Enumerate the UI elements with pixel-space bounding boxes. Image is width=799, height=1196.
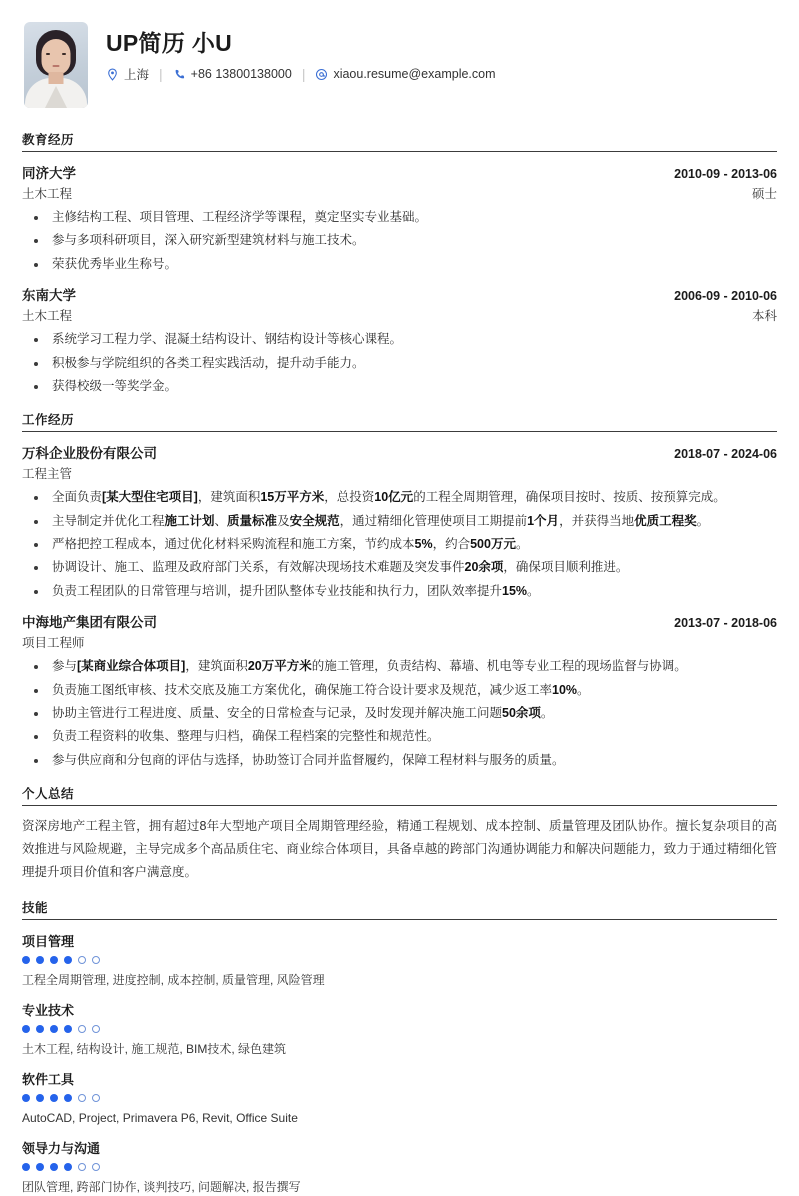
list-item: 负责施工图纸审核、技术交底及施工方案优化，确保施工符合设计要求及规范，减少返工率10%。 (22, 681, 777, 700)
rating-dot-empty (92, 1094, 100, 1102)
list-item: 负责工程资料的收集、整理与归档，确保工程档案的完整性和规范性。 (22, 727, 777, 746)
rating-dot-filled (50, 1163, 58, 1171)
list-item: 协调设计、施工、监理及政府部门关系，有效解决现场技术难题及突发事件20余项，确保项目顺利推进。 (22, 558, 777, 577)
avatar-neck (49, 72, 64, 84)
section-personal-summary (22, 784, 777, 884)
list-item: 主导制定并优化工程施工计划、质量标准及安全规范，通过精细化管理使项目工期提前1个月，并获得当地优质工程奖。 (22, 512, 777, 531)
contact-phone (173, 67, 292, 81)
rating-dot-filled (22, 1163, 30, 1171)
rating-dot-empty (78, 1094, 86, 1102)
work-entry (22, 611, 777, 770)
phone-icon (173, 68, 186, 81)
skill-detail: AutoCAD, Project, Primavera P6, Revit, Office Suite (22, 1111, 298, 1126)
rating-dot-empty (78, 1163, 86, 1171)
work-date: 2013-07 - 2018-06 (674, 616, 777, 631)
avatar (24, 22, 88, 108)
rating-dot-empty (92, 956, 100, 964)
list-item: 积极参与学院组织的各类工程实践活动，提升动手能力。 (22, 354, 777, 373)
skill-name: 软件工具 (22, 1072, 75, 1088)
contact-separator-2: | (301, 66, 306, 83)
summary-text: 资深房地产工程主管，拥有超过8年大型地产项目全周期管理经验，精通工程规划、成本控制、质量管理及团队协作。擅长复杂项目的高效推进与风险规避，主导完成多个高品质住宅、商业综合体项目，具备卓越的跨部门沟通协调能力和解决问题能力，致力于通过精细化管理提升项目价值和客户满意度。 (22, 819, 777, 880)
contact-email-value: xiaou.resume@example.com (333, 67, 496, 82)
work-entry-header (22, 611, 777, 631)
job-title: 项目工程师 (22, 636, 85, 651)
skill-detail: 工程全周期管理, 进度控制, 成本控制, 质量管理, 风险管理 (22, 973, 325, 988)
job-title: 工程主管 (22, 467, 73, 482)
email-at-icon (315, 68, 328, 81)
skill-block (22, 931, 777, 989)
work-bullets (22, 488, 777, 601)
skill-rating-dots (22, 1163, 777, 1171)
contact-separator-1: | (159, 66, 163, 83)
education-date: 2010-09 - 2013-06 (674, 167, 777, 181)
rating-dot-filled (64, 956, 72, 964)
company-name: 万科企业股份有限公司 (22, 446, 157, 462)
rating-dot-filled (50, 1094, 58, 1102)
section-title-skills: 技能 (22, 898, 777, 920)
work-entry-header (22, 442, 777, 462)
education-entry-header (22, 284, 777, 304)
page-title: UP简历 小U (106, 30, 233, 56)
skill-detail: 土木工程, 结构设计, 施工规范, BIM技术, 绿色建筑 (22, 1042, 287, 1057)
list-item: 负责工程团队的日常管理与培训，提升团队整体专业技能和执行力，团队效率提升15%。 (22, 582, 777, 601)
list-item: 获得校级一等奖学金。 (22, 377, 777, 396)
rating-dot-filled (50, 956, 58, 964)
contact-email (315, 67, 495, 81)
major: 土木工程 (22, 309, 73, 324)
section-work-experience (22, 410, 777, 770)
school-name: 同济大学 (22, 166, 76, 181)
degree: 本科 (751, 309, 777, 324)
list-item: 严格把控工程成本，通过优化材料采购流程和施工方案，节约成本5%，约合500万元。 (22, 535, 777, 554)
rating-dot-filled (64, 1094, 72, 1102)
rating-dot-filled (36, 1094, 44, 1102)
degree: 硕士 (751, 187, 777, 201)
resume-header (22, 18, 777, 116)
skill-name: 专业技术 (22, 1003, 75, 1019)
skill-block (22, 1138, 777, 1196)
education-bullets (22, 330, 777, 396)
contact-location (106, 65, 149, 83)
education-date: 2006-09 - 2010-06 (674, 289, 777, 304)
rating-dot-filled (22, 956, 30, 964)
rating-dot-filled (36, 1163, 44, 1171)
skill-rating-dots (22, 956, 777, 964)
work-entry (22, 442, 777, 601)
list-item: 参与[某商业综合体项目]，建筑面积20万平方米的施工管理，负责结构、幕墙、机电等专业工程的现场监督与协调。 (22, 657, 777, 676)
list-item: 系统学习工程力学、混凝土结构设计、钢结构设计等核心课程。 (22, 330, 777, 349)
rating-dot-filled (22, 1025, 30, 1033)
education-entry (22, 284, 777, 396)
work-bullets (22, 657, 777, 770)
location-pin-icon (106, 68, 119, 81)
education-entry (22, 162, 777, 274)
education-entry-subheader (22, 304, 777, 324)
rating-dot-filled (36, 1025, 44, 1033)
education-entry-subheader (22, 182, 777, 202)
rating-dot-filled (36, 956, 44, 964)
education-entry-header (22, 162, 777, 182)
avatar-mouth (53, 65, 60, 67)
company-name: 中海地产集团有限公司 (22, 615, 157, 631)
section-title-summary: 个人总结 (22, 784, 777, 806)
section-education (22, 130, 777, 396)
list-item: 参与供应商和分包商的评估与选择，协助签订合同并监督履约，保障工程材料与服务的质量。 (22, 751, 777, 770)
rating-dot-filled (64, 1163, 72, 1171)
list-item: 协助主管进行工程进度、质量、安全的日常检查与记录，及时发现并解决施工问题50余项。 (22, 704, 777, 723)
rating-dot-filled (64, 1025, 72, 1033)
rating-dot-empty (78, 1025, 86, 1033)
section-skills (22, 898, 777, 1196)
avatar-face (42, 39, 71, 75)
avatar-eye-left (46, 53, 50, 55)
contact-line (106, 65, 496, 83)
rating-dot-empty (92, 1025, 100, 1033)
skill-name: 项目管理 (22, 934, 75, 950)
list-item: 主修结构工程、项目管理、工程经济学等课程，奠定坚实专业基础。 (22, 208, 777, 227)
skill-rating-dots (22, 1025, 777, 1033)
skill-name: 领导力与沟通 (22, 1141, 101, 1157)
contact-location-value: 上海 (124, 68, 150, 83)
major: 土木工程 (22, 187, 73, 201)
list-item: 荣获优秀毕业生称号。 (22, 255, 777, 274)
school-name: 东南大学 (22, 288, 76, 304)
section-title-education: 教育经历 (22, 130, 777, 152)
list-item: 参与多项科研项目，深入研究新型建筑材料与施工技术。 (22, 231, 777, 250)
work-date: 2018-07 - 2024-06 (674, 447, 777, 462)
rating-dot-empty (92, 1163, 100, 1171)
education-bullets (22, 208, 777, 274)
skill-rating-dots (22, 1094, 777, 1102)
contact-phone-value: +86 13800138000 (190, 67, 292, 82)
list-item: 全面负责[某大型住宅项目]，建筑面积15万平方米，总投资10亿元的工程全周期管理，确保项目按时、按质、按预算完成。 (22, 488, 777, 507)
rating-dot-empty (78, 956, 86, 964)
skill-block (22, 1000, 777, 1058)
section-title-work: 工作经历 (22, 410, 777, 432)
skill-detail: 团队管理, 跨部门协作, 谈判技巧, 问题解决, 报告撰写 (22, 1180, 301, 1195)
avatar-collar (45, 86, 67, 108)
header-text-block (106, 22, 496, 83)
avatar-eye-right (62, 53, 66, 55)
rating-dot-filled (50, 1025, 58, 1033)
skill-block (22, 1069, 777, 1127)
rating-dot-filled (22, 1094, 30, 1102)
